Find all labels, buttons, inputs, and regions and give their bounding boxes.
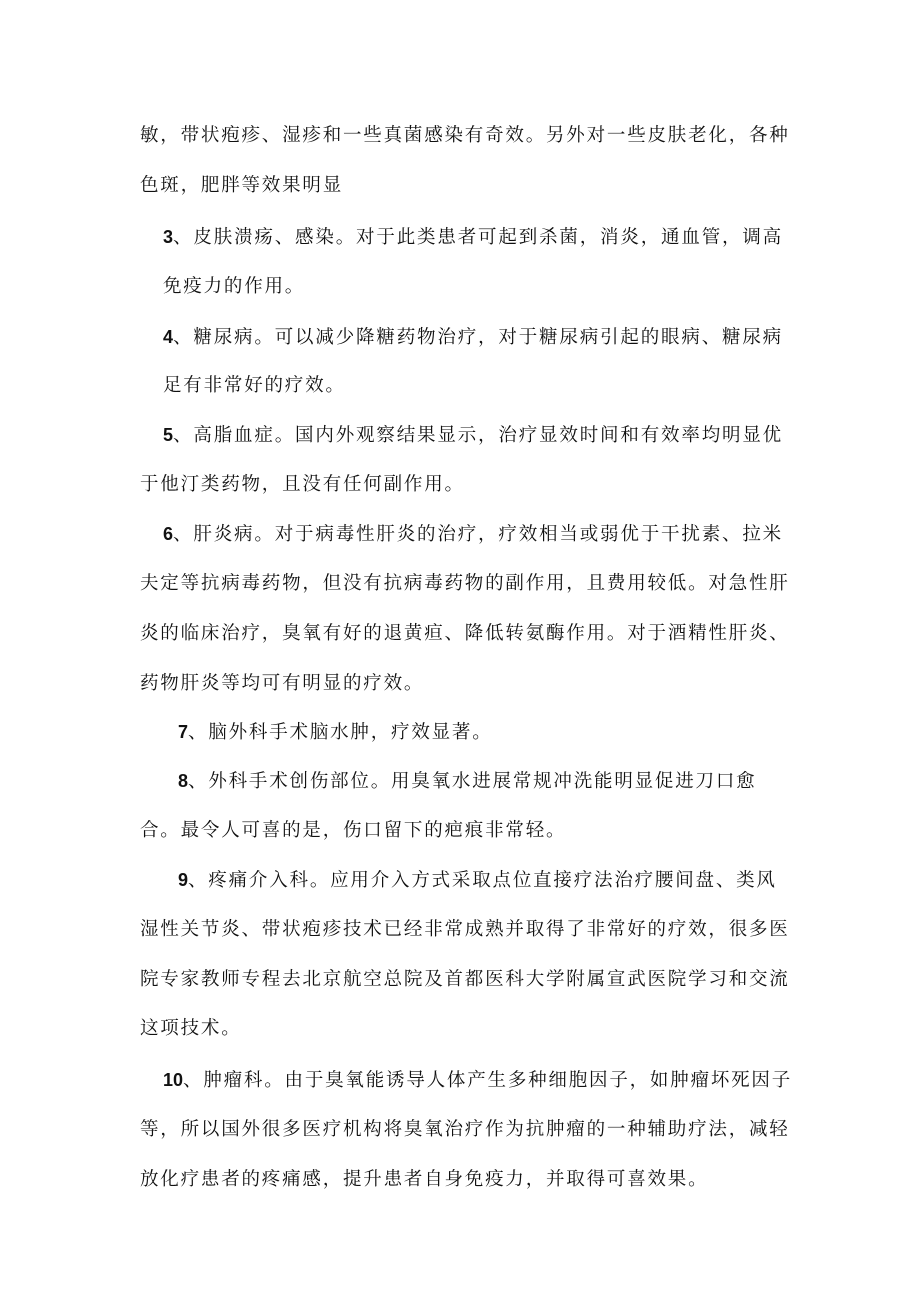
list-item-7-line: 7、脑外科手术脑水肿，疗效显著。 (178, 722, 493, 743)
item-number: 5 (163, 425, 174, 445)
text-line: 足有非常好的疗效。 (163, 375, 346, 396)
item-number: 4 (163, 327, 174, 347)
list-item-5-line: 5、高脂血症。国内外观察结果显示，治疗显效时间和有效率均明显优 (163, 425, 783, 446)
list-item-4-line: 4、糖尿病。可以减少降糖药物治疗，对于糖尿病引起的眼病、糖尿病 (163, 327, 783, 348)
text-line: 药物肝炎等均可有明显的疗效。 (140, 673, 425, 694)
text-line: 放化疗患者的疼痛感，提升患者自身免疫力，并取得可喜效果。 (140, 1169, 709, 1190)
item-number: 10 (163, 1070, 184, 1090)
item-number: 3 (163, 227, 174, 247)
item-number: 7 (178, 722, 189, 742)
list-item-8-line: 8、外科手术创伤部位。用臭氧水进展常规冲洗能明显促进刀口愈 (178, 771, 757, 792)
text-line: 这项技术。 (140, 1018, 242, 1039)
text-line: 色斑，肥胖等效果明显 (140, 175, 344, 196)
text-line: 敏，带状疱疹、湿疹和一些真菌感染有奇效。另外对一些皮肤老化，各种 (140, 125, 790, 146)
item-number: 9 (178, 870, 189, 890)
item-number: 8 (178, 771, 189, 791)
text-line: 合。最令人可喜的是，伤口留下的疤痕非常轻。 (140, 820, 567, 841)
text-line: 免疫力的作用。 (163, 276, 306, 297)
list-item-10-line: 10、肿瘤科。由于臭氧能诱导人体产生多种细胞因子，如肿瘤坏死因子 (163, 1070, 793, 1091)
text-line: 于他汀类药物，且没有任何副作用。 (140, 474, 465, 495)
list-item-3-line: 3、皮肤溃疡、感染。对于此类患者可起到杀菌，消炎，通血管，调高 (163, 227, 783, 248)
text-line: 院专家教师专程去北京航空总院及首都医科大学附属宣武医院学习和交流 (140, 969, 790, 990)
item-number: 6 (163, 524, 174, 544)
text-line: 夫定等抗病毒药物，但没有抗病毒药物的副作用，且费用较低。对急性肝 (140, 573, 790, 594)
text-line: 等，所以国外很多医疗机构将臭氧治疗作为抗肿瘤的一种辅助疗法，减轻 (140, 1119, 790, 1140)
list-item-9-line: 9、疼痛介入科。应用介入方式采取点位直接疗法治疗腰间盘、类风 (178, 870, 777, 891)
text-line: 炎的临床治疗，臭氧有好的退黄疸、降低转氨酶作用。对于酒精性肝炎、 (140, 623, 790, 644)
text-line: 湿性关节炎、带状疱疹技术已经非常成熟并取得了非常好的疗效，很多医 (140, 919, 790, 940)
list-item-6-line: 6、肝炎病。对于病毒性肝炎的治疗，疗效相当或弱优于干扰素、拉米 (163, 524, 783, 545)
